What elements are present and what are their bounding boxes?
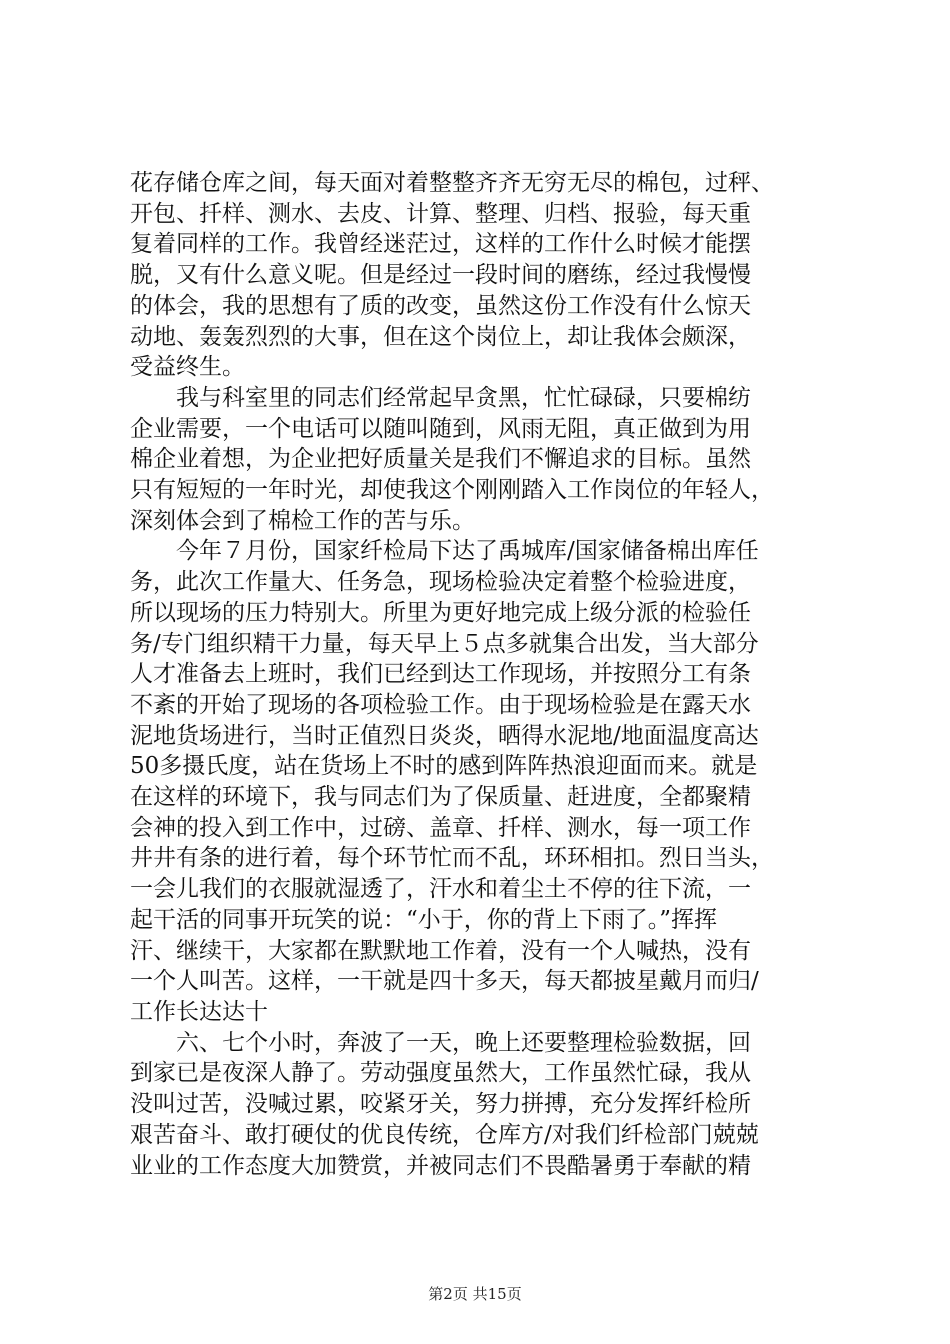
text-line: 会神的投入到工作中，过磅、盖章、扦样、测水，每一项工作 xyxy=(130,814,751,841)
text-line: 泥地货场进行，当时正值烈日炎炎，晒得水泥地/地面温度高达 xyxy=(130,722,759,749)
text-line: 动地、轰轰烈烈的大事，但在这个岗位上，却让我体会颇深， xyxy=(130,323,751,350)
text-line: 企业需要，一个电话可以随叫随到，风雨无阻，真正做到为用 xyxy=(130,415,751,442)
text-line: 六、七个小时，奔波了一天，晚上还要整理检验数据，回 xyxy=(176,1029,751,1056)
text-line: 在这样的环境下，我与同志们为了保质量、赶进度，全都聚精 xyxy=(130,784,751,811)
text-line: 花存储仓库之间，每天面对着整整齐齐无穷无尽的棉包，过秤、 xyxy=(130,170,774,196)
text-line: 业业的工作态度大加赞赏，并被同志们不畏酷暑勇于奉献的精 xyxy=(130,1152,751,1179)
text-line: 到家已是夜深人静了。劳动强度虽然大，工作虽然忙碌，我从 xyxy=(130,1060,751,1087)
document-body xyxy=(130,168,830,1181)
text-line: 复着同样的工作。我曾经迷茫过，这样的工作什么时候才能摆 xyxy=(130,231,751,258)
paragraph-3 xyxy=(130,536,830,1027)
text-line: 不紊的开始了现场的各项检验工作。由于现场检验是在露天水 xyxy=(130,691,751,718)
paragraph-1 xyxy=(130,168,830,383)
text-line: 井井有条的进行着，每个环节忙而不乱，环环相扣。烈日当头， xyxy=(130,845,774,872)
text-line: 只有短短的一年时光，却使我这个刚刚踏入工作岗位的年轻人， xyxy=(130,477,774,504)
text-line: 我与科室里的同志们经常起早贪黑，忙忙碌碌，只要棉纺 xyxy=(176,384,751,411)
text-line: 工作长达达十 xyxy=(130,998,268,1025)
text-line: 艰苦奋斗、敢打硬仗的优良传统，仓库方/对我们纤检部门兢兢 xyxy=(130,1121,759,1148)
page-number-label: 第2页 共15页 xyxy=(428,1285,522,1303)
text-line: 起干活的同事开玩笑的说：“小于，你的背上下雨了。”挥挥 xyxy=(130,906,718,933)
text-line: 受益终生。 xyxy=(130,354,245,381)
text-line: 务/专门组织精干力量，每天早上５点多就集合出发，当大部分 xyxy=(130,630,759,657)
text-line: 50多摄氏度，站在货场上不时的感到阵阵热浪迎面而来。就是 xyxy=(130,753,758,780)
paragraph-2 xyxy=(130,383,830,537)
text-line: 脱，又有什么意义呢。但是经过一段时间的磨练，经过我慢慢 xyxy=(130,262,751,289)
text-line: 开包、扦样、测水、去皮、计算、整理、归档、报验，每天重 xyxy=(130,200,751,227)
text-line: 一个人叫苦。这样，一干就是四十多天，每天都披星戴月而归/ xyxy=(130,968,759,995)
text-line: 棉企业着想，为企业把好质量关是我们不懈追求的目标。虽然 xyxy=(130,446,751,473)
text-line: 人才准备去上班时，我们已经到达工作现场，并按照分工有条 xyxy=(130,661,751,688)
paragraph-4 xyxy=(130,1028,830,1182)
text-line: 所以现场的压力特别大。所里为更好地完成上级分派的检验任 xyxy=(130,599,751,626)
text-line: 没叫过苦，没喊过累，咬紧牙关，努力拼搏，充分发挥纤检所 xyxy=(130,1091,751,1118)
text-line: 务，此次工作量大、任务急，现场检验决定着整个检验进度， xyxy=(130,569,751,596)
page-footer xyxy=(0,1283,950,1304)
text-line: 深刻体会到了棉检工作的苦与乐。 xyxy=(130,507,475,534)
text-line: 今年７月份，国家纤检局下达了禹城库/国家储备棉出库任 xyxy=(176,538,759,565)
text-line: 的体会，我的思想有了质的改变，虽然这份工作没有什么惊天 xyxy=(130,292,751,319)
text-line: 一会儿我们的衣服就湿透了，汗水和着尘土不停的往下流，一 xyxy=(130,876,751,903)
text-line: 汗、继续干，大家都在默默地工作着，没有一个人喊热，没有 xyxy=(130,937,751,964)
